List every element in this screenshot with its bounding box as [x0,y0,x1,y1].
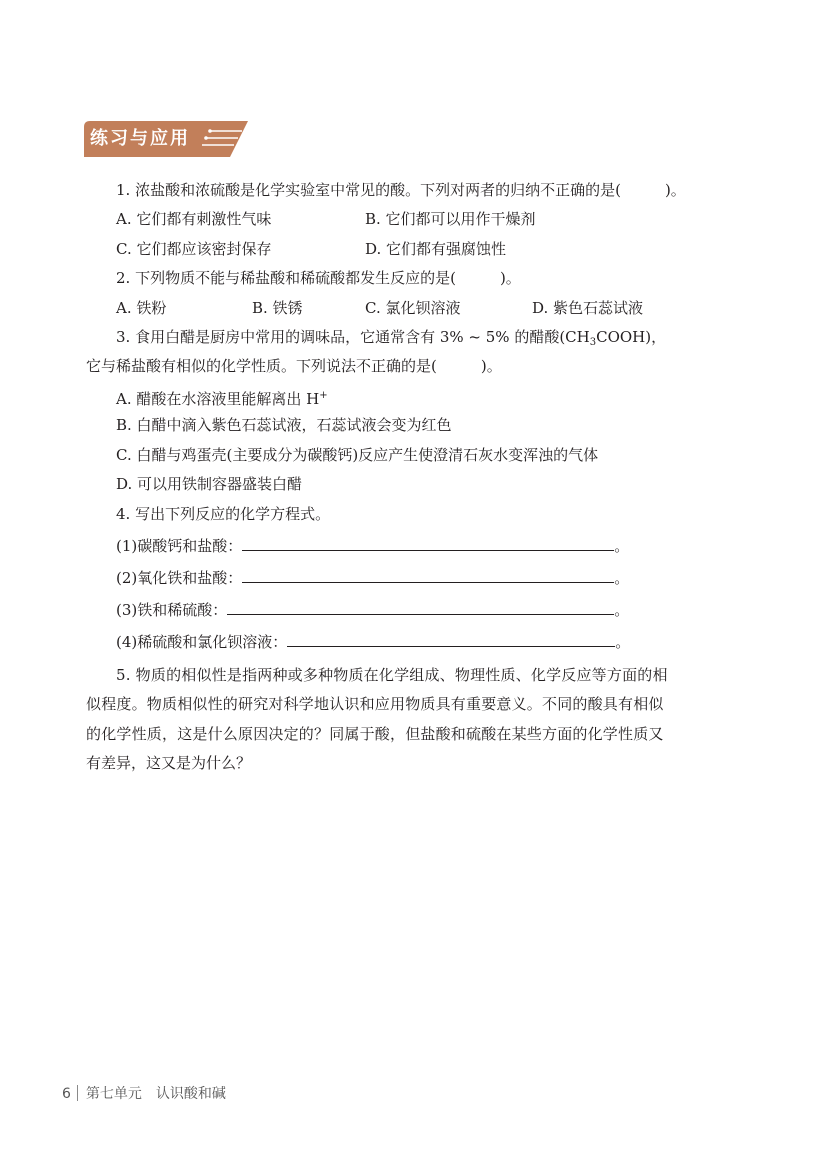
q4-item-label: (1)碳酸钙和盐酸： [116,537,243,555]
q3-stem-pre: 3. 食用白醋是厨房中常用的调味品，它通常含有 3% ~ 5% 的醋酸(CH [116,328,590,346]
q1-stem-text: 1. 浓盐酸和浓硫酸是化学实验室中常见的酸。下列对两者的归纳不正确的是( [116,181,621,199]
answer-line [287,632,615,647]
answer-line [227,600,614,615]
q3-stem-subscript: 3 [589,337,597,348]
q3-option-a-text: A. 醋酸在水溶液里能解离出 H [116,390,320,408]
q3-stem-line1 [116,327,666,353]
q4-item-label: (3)铁和稀硫酸： [116,601,228,619]
q1-option-a: A. 它们都有刺激性气味 [116,210,272,228]
q4-item-label: (2)氧化铁和盐酸： [116,569,243,587]
q3-stem-post: COOH)， [596,328,667,346]
q3-stem2-text: 它与稀盐酸有相似的化学性质。下列说法不正确的是( [86,357,437,375]
page-number: 6 [62,1086,71,1102]
q4-item-4 [116,632,630,652]
q4-item-end: 。 [615,633,631,651]
q3-option-c: C. 白醋与鸡蛋壳(主要成分为碳酸钙)反应产生使澄清石灰水变浑浊的气体 [116,446,599,464]
q4-item-2 [116,568,629,588]
unit-label: 第七单元 [85,1086,142,1102]
q4-item-end: 。 [614,601,630,619]
q1-close: )。 [664,181,686,199]
q2-option-a: A. 铁粉 [116,299,167,317]
q1-option-c: C. 它们都应该密封保存 [116,240,272,258]
answer-line [242,568,614,583]
q3-close: )。 [480,357,502,375]
q4-stem: 4. 写出下列反应的化学方程式。 [116,505,331,523]
q5-line-2: 似程度。物质相似性的研究对科学地认识和应用物质具有重要意义。不同的酸具有相似 [86,695,664,713]
q2-option-d: D. 紫色石蕊试液 [532,299,644,317]
chapter-title: 认识酸和碱 [155,1086,226,1102]
q5-line-1: 5. 物质的相似性是指两种或多种物质在化学组成、物理性质、化学反应等方面的相 [116,666,668,684]
q4-item-end: 。 [614,569,630,587]
q2-option-b: B. 铁锈 [252,299,303,317]
q1-option-d: D. 它们都有强腐蚀性 [365,240,507,258]
q5-line-3: 的化学性质，这是什么原因决定的？同属于酸，但盐酸和硫酸在某些方面的化学性质又 [86,725,664,743]
q3-option-b: B. 白醋中滴入紫色石蕊试液，石蕊试液会变为红色 [116,416,452,434]
page-footer [62,1083,226,1103]
q3-option-a-superscript: + [319,390,328,401]
q4-item-1 [116,536,629,556]
q4-item-end: 。 [614,537,630,555]
q4-item-3 [116,600,629,620]
q1-stem [116,180,686,200]
q2-option-c: C. 氯化钡溶液 [365,299,461,317]
q3-option-d: D. 可以用铁制容器盛装白醋 [116,475,303,493]
q4-item-label: (4)稀硫酸和氯化钡溶液： [116,633,288,651]
q3-option-a [116,386,328,409]
section-title: 练习与应用 [90,128,190,149]
q5-line-4: 有差异，这又是为什么？ [86,754,252,772]
q3-stem-line2 [86,356,502,376]
q2-close: )。 [499,269,521,287]
q2-stem [116,268,521,288]
q2-stem-text: 2. 下列物质不能与稀盐酸和稀硫酸都发生反应的是( [116,269,456,287]
q1-option-b: B. 它们都可以用作干燥剂 [365,210,536,228]
footer-divider [77,1085,78,1101]
answer-line [242,536,614,551]
